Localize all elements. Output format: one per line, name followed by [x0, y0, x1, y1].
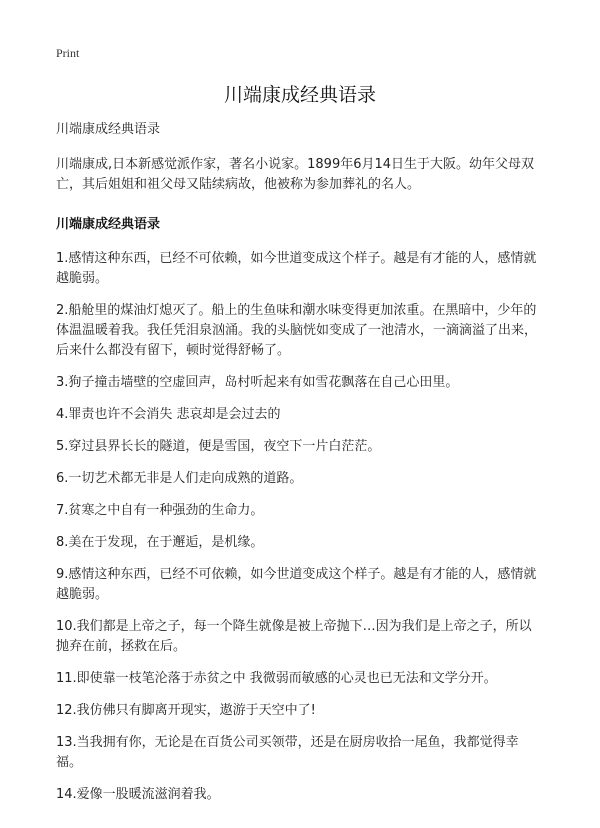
article-body [56, 118, 544, 817]
quote-item: 13.当我拥有你，无论是在百货公司买领带，还是在厨房收拾一尾鱼，我都觉得幸福。 [56, 735, 519, 770]
quote-item: 4.罪责也许不会消失 悲哀却是会过去的 [56, 407, 281, 422]
quote-item: 6.一切艺术都无非是人们走向成熟的道路。 [56, 471, 303, 486]
article-subtitle: 川端康成经典语录 [56, 122, 161, 137]
quote-item: 8.美在于发现，在于邂逅，是机缘。 [56, 535, 264, 550]
quote-item: 9.感情这种东西，已经不可依赖，如今世道变成这个样子。越是有才能的人，感情就越脆弱。 [56, 567, 537, 602]
section-heading: 川端康成经典语录 [56, 217, 161, 232]
quote-item: 11.即使靠一枝笔沦落于赤贫之中 我微弱而敏感的心灵也已无法和文学分开。 [56, 671, 497, 686]
quote-item: 1.感情这种东西，已经不可依赖，如今世道变成这个样子。越是有才能的人，感情就越脆弱。 [56, 251, 537, 286]
quote-item: 2.船舱里的煤油灯熄灭了。船上的生鱼味和潮水味变得更加浓重。在黑暗中，少年的体温温暖着我。我任凭泪泉汹涌。我的头脑恍如变成了一池清水，一滴滴溢了出来，后来什么都没有留下，顿时觉得舒畅了。 [56, 303, 538, 358]
print-link[interactable]: Print [56, 46, 80, 60]
quote-item: 3.狗子撞击墙壁的空虚回声，岛村听起来有如雪花飘落在自己心田里。 [56, 375, 459, 390]
quote-item: 12.我仿佛只有脚离开现实，遨游于天空中了! [56, 703, 316, 718]
quote-list [56, 249, 544, 805]
quote-item: 10.我们都是上帝之子，每一个降生就像是被上帝抛下…因为我们是上帝之子，所以抛弃在前，拯救在后。 [56, 619, 532, 654]
quote-item: 7.贫寒之中自有一种强劲的生命力。 [56, 503, 264, 518]
author-intro: 川端康成,日本新感觉派作家，著名小说家。1899年6月14日生于大阪。幼年父母双亡，其后姐姐和祖父母又陆续病故，他被称为参加葬礼的名人。 [56, 157, 535, 192]
quote-item: 14.爱像一股暖流滋润着我。 [56, 787, 220, 802]
page-title: 川端康成经典语录 [223, 84, 376, 106]
quote-item: 5.穿过县界长长的隧道，便是雪国，夜空下一片白茫茫。 [56, 439, 381, 454]
